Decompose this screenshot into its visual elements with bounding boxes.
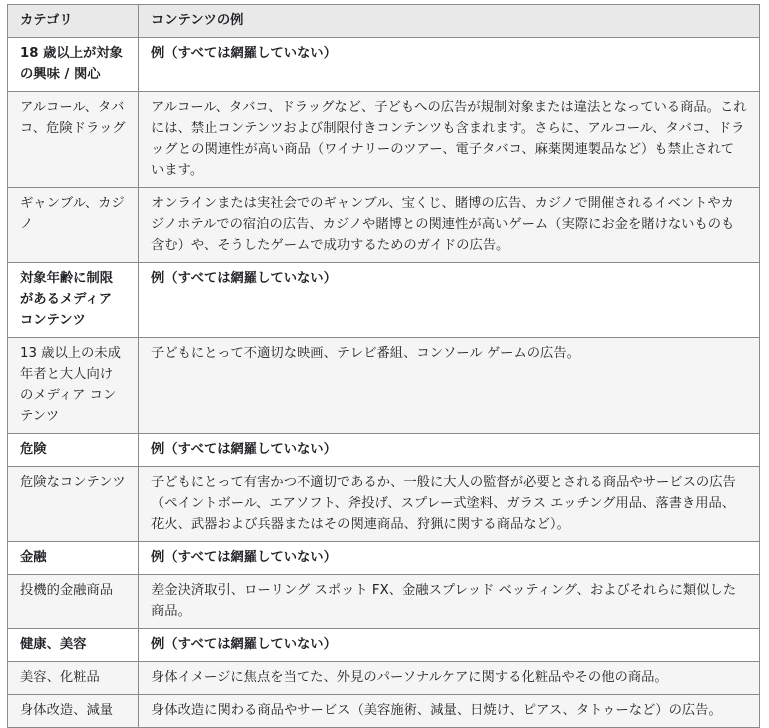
example-label: 例（すべては網羅していない） [139, 38, 760, 92]
header-category: カテゴリ [8, 5, 139, 38]
table-row [8, 92, 760, 188]
table-row [8, 338, 760, 434]
item-description: 身体改造に関わる商品やサービス（美容施術、減量、日焼け、ピアス、タトゥーなど）の広告。 [139, 695, 760, 728]
table-row [8, 695, 760, 728]
example-label: 例（すべては網羅していない） [139, 263, 760, 338]
item-description: 身体イメージに焦点を当てた、外見のパーソナルケアに関する化粧品やその他の商品。 [139, 662, 760, 695]
table-row [8, 662, 760, 695]
item-description: オンラインまたは実社会でのギャンブル、宝くじ、賭博の広告、カジノで開催されるイベントやカジノホテルでの宿泊の広告、カジノや賭博との関連性が高いゲーム（実際にお金を賭けないものも含む）や、そうしたゲームで成功するためのガイドの広告。 [139, 188, 760, 263]
category-row [8, 629, 760, 662]
item-name: アルコール、タバコ、危険ドラッグ [8, 92, 139, 188]
item-name: 身体改造、減量 [8, 695, 139, 728]
example-label: 例（すべては網羅していない） [139, 629, 760, 662]
category-title: 健康、美容 [8, 629, 139, 662]
category-row [8, 542, 760, 575]
category-title: 危険 [8, 434, 139, 467]
category-row [8, 38, 760, 92]
example-label: 例（すべては網羅していない） [139, 434, 760, 467]
item-name: 危険なコンテンツ [8, 467, 139, 542]
item-description: 差金決済取引、ローリング スポット FX、金融スプレッド ベッティング、およびそれらに類似した商品。 [139, 575, 760, 629]
category-title: 対象年齢に制限があるメディア コンテンツ [8, 263, 139, 338]
category-row [8, 263, 760, 338]
category-title: 18 歳以上が対象の興味 / 関心 [8, 38, 139, 92]
category-row [8, 434, 760, 467]
header-examples: コンテンツの例 [139, 5, 760, 38]
item-description: 子どもにとって不適切な映画、テレビ番組、コンソール ゲームの広告。 [139, 338, 760, 434]
table-row [8, 188, 760, 263]
item-name: ギャンブル、カジノ [8, 188, 139, 263]
category-title: 金融 [8, 542, 139, 575]
item-name: 13 歳以上の未成年者と大人向けのメディア コンテンツ [8, 338, 139, 434]
item-description: アルコール、タバコ、ドラッグなど、子どもへの広告が規制対象または違法となっている商品。これには、禁止コンテンツおよび制限付きコンテンツも含まれます。さらに、アルコール、タバコ、ドラッグとの関連性が高い商品（ワイナリーのツアー、電子タバコ、麻薬関連製品など）も禁止されています。 [139, 92, 760, 188]
item-name: 美容、化粧品 [8, 662, 139, 695]
item-description: 子どもにとって有害かつ不適切であるか、一般に大人の監督が必要とされる商品やサービスの広告（ペイントボール、エアソフト、斧投げ、スプレー式塗料、ガラス エッチング用品、落書き用品、花火、武器および兵器またはその関連商品、狩猟に関する商品など）。 [139, 467, 760, 542]
item-name: 投機的金融商品 [8, 575, 139, 629]
table-row [8, 467, 760, 542]
table-row [8, 575, 760, 629]
example-label: 例（すべては網羅していない） [139, 542, 760, 575]
content-category-table [7, 4, 760, 728]
table-header-row [8, 5, 760, 38]
